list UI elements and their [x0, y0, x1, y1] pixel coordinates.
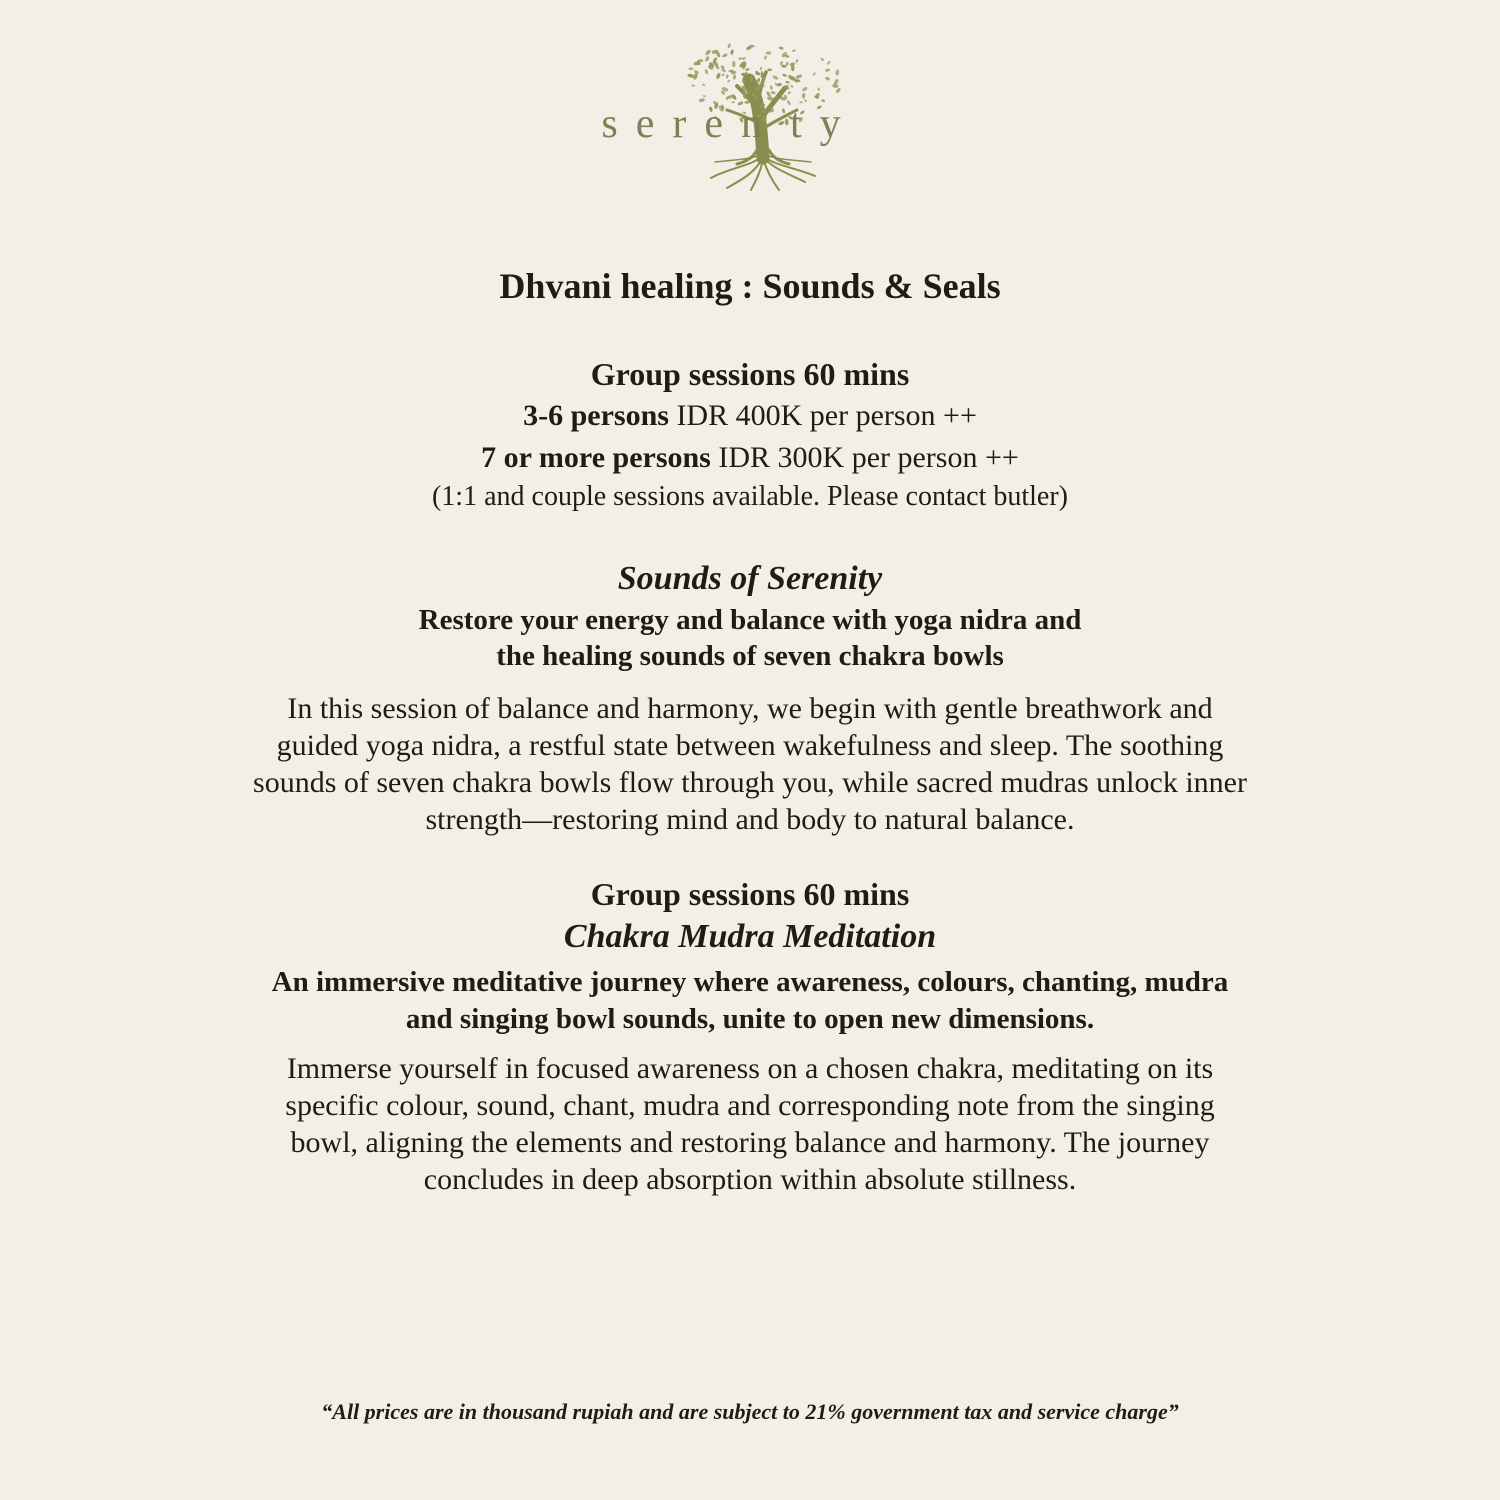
page-title: Dhvani healing : Sounds & Seals [499, 266, 1001, 306]
chakra-description [0, 1050, 1500, 1198]
logo-wordmark-right: ty [790, 101, 859, 147]
price-detail: IDR 300K per person ++ [710, 441, 1019, 474]
paragraph-line: Immerse yourself in focused awareness on a chosen chakra, meditating on its [286, 1052, 1214, 1085]
paragraph-line: bowl, aligning the elements and restoring balance and harmony. The journey [290, 1126, 1210, 1159]
paragraph-line: guided yoga nidra, a restful state between wakefulness and sleep. The soothing [276, 729, 1224, 762]
chakra-mudra-section [0, 874, 1500, 1198]
price-label: 7 or more persons [481, 441, 711, 474]
logo-wordmark-left: seren [601, 101, 780, 147]
price-line-large-group [0, 438, 1500, 478]
price-detail: IDR 400K per person ++ [668, 399, 977, 432]
group-pricing-section [0, 354, 1500, 516]
footer-disclaimer: “All prices are in thousand rupiah and are subject to 21% government tax and service charge” [321, 1399, 1179, 1424]
paragraph-line: concludes in deep absorption within absolute stillness. [423, 1163, 1077, 1196]
paragraph-line: strength—restoring mind and body to natural balance. [425, 803, 1075, 836]
sounds-subtitle-line: Restore your energy and balance with yoga nidra and [418, 604, 1082, 636]
serenity-logo [0, 0, 1500, 200]
paragraph-line: In this session of balance and harmony, we begin with gentle breathwork and [287, 692, 1213, 725]
chakra-group-sessions-heading: Group sessions 60 mins [590, 876, 910, 912]
sounds-of-serenity-section [0, 558, 1500, 838]
chakra-subtitle-line: and singing bowl sounds, unite to open new dimensions. [405, 1003, 1095, 1035]
price-line-small-group [0, 396, 1500, 436]
chakra-subtitle-line: An immersive meditative journey where awareness, colours, chanting, mudra [271, 966, 1229, 998]
group-sessions-heading: Group sessions 60 mins [590, 356, 910, 392]
paragraph-line: sounds of seven chakra bowls flow through you, while sacred mudras unlock inner [253, 766, 1247, 799]
price-label: 3-6 persons [523, 399, 669, 432]
sounds-subtitle-line: the healing sounds of seven chakra bowls [496, 640, 1004, 672]
chakra-mudra-heading: Chakra Mudra Meditation [563, 918, 937, 955]
sounds-description [0, 690, 1500, 838]
booking-note: (1:1 and couple sessions available. Please contact butler) [431, 481, 1068, 512]
paragraph-line: specific colour, sound, chant, mudra and corresponding note from the singing [285, 1089, 1215, 1122]
sounds-of-serenity-heading: Sounds of Serenity [617, 560, 883, 597]
